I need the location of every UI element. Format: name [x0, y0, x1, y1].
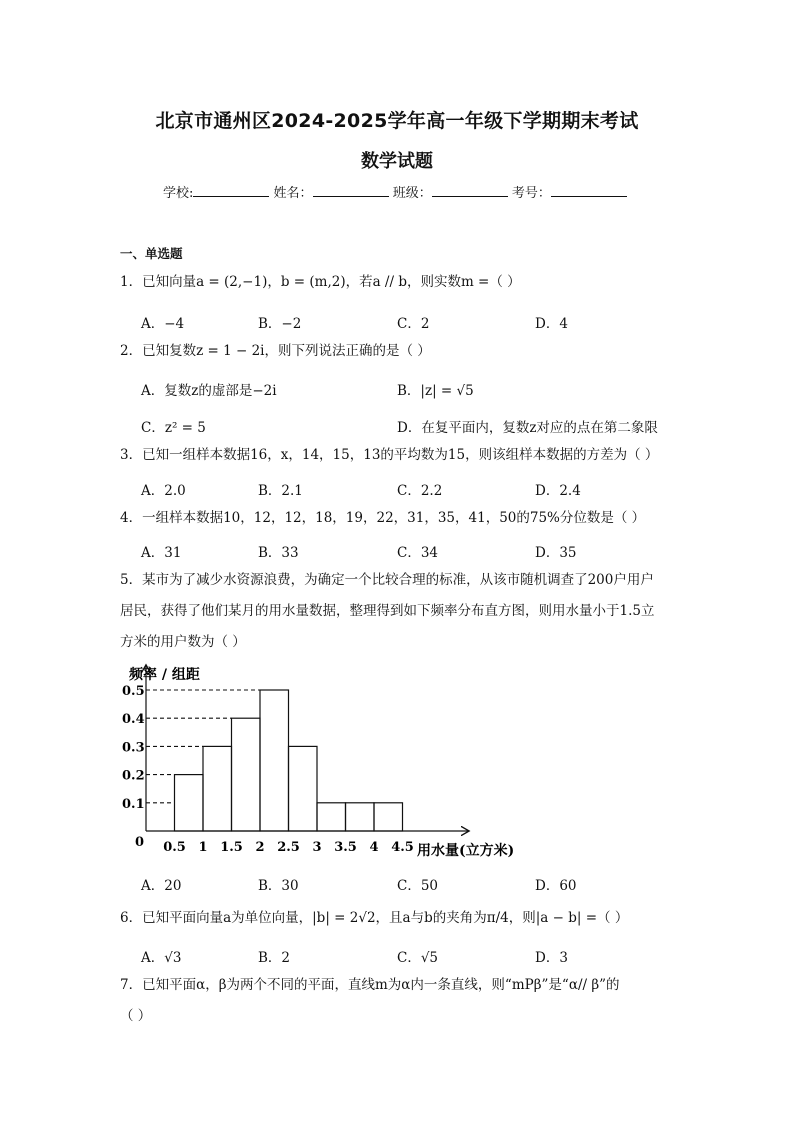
- q2-option-c: C．z² = 5: [141, 420, 206, 436]
- y-tick-label: 0.1: [122, 796, 145, 812]
- question-3: 3．已知一组样本数据16，x，14，15，13的平均数为15，则该组样本数据的方差为（ ）: [120, 447, 659, 463]
- x-axis-label: 用水量(立方米): [417, 843, 515, 859]
- x-tick-label: 1.5: [220, 840, 243, 855]
- question-7-line-1: 7．已知平面α，β为两个不同的平面，直线m为α内一条直线，则“mPβ”是“α// β”的: [120, 977, 620, 993]
- y-axis-label: 频率 / 组距: [129, 667, 200, 683]
- question-2: 2．已知复数z = 1 − 2i，则下列说法正确的是（ ）: [120, 343, 431, 359]
- exam-subtitle: 数学试题: [361, 151, 433, 172]
- x-tick-label: 4: [369, 840, 379, 855]
- q3-option-b: B．2.1: [258, 483, 303, 499]
- field-class: 班级：: [392, 186, 432, 201]
- x-tick-label: 1: [198, 840, 208, 855]
- q1-option-b: B．−2: [258, 316, 302, 332]
- q6-option-a: A．√3: [141, 950, 182, 966]
- info-fields: [163, 182, 627, 201]
- q5-option-a: A．20: [141, 878, 182, 894]
- q2-option-d: D．在复平面内，复数z对应的点在第二象限: [397, 420, 658, 436]
- question-5-line-1: 5．某市为了减少水资源浪费，为确定一个比较合理的标准，从该市随机调查了200户用户: [120, 572, 654, 588]
- x-tick-label: 0.5: [163, 840, 186, 855]
- q3-option-c: C．2.2: [397, 483, 443, 499]
- exam-title: 北京市通州区2024-2025学年高一年级下学期期末考试: [155, 110, 639, 132]
- x-tick-label: 4.5: [391, 840, 414, 855]
- q3-option-a: A．2.0: [141, 483, 186, 499]
- q6-option-c: C．√5: [397, 950, 439, 966]
- x-tick-label: 2.5: [277, 840, 300, 855]
- field-id: 考号：: [511, 186, 551, 201]
- histogram-bar: [289, 746, 318, 831]
- question-7-line-2: （ ）: [120, 1008, 152, 1024]
- question-1: 1．已知向量a = (2,−1)，b = (m,2)，若a // b，则实数m =（ ）: [120, 274, 521, 290]
- field-name: 姓名：: [273, 186, 313, 201]
- histogram-chart: [110, 660, 515, 870]
- histogram-bar: [232, 718, 261, 831]
- q5-option-c: C．50: [397, 878, 439, 894]
- x-tick-label: 3: [312, 840, 322, 855]
- q4-option-b: B．33: [258, 545, 299, 561]
- q6-option-d: D．3: [535, 950, 568, 966]
- x-tick-label: 3.5: [334, 840, 357, 855]
- x-tick-label: 2: [255, 840, 265, 855]
- q1-option-d: D．4: [535, 316, 568, 332]
- question-4: 4．一组样本数据10，12，12，18，19，22，31，35，41，50的75%分位数是（ ）: [120, 510, 646, 526]
- histogram-bar: [260, 690, 289, 831]
- histogram-bar: [317, 803, 346, 831]
- q4-option-c: C．34: [397, 545, 439, 561]
- q5-option-b: B．30: [258, 878, 299, 894]
- y-tick-label: 0.2: [122, 768, 145, 784]
- origin-label: 0: [135, 835, 145, 850]
- y-tick-label: 0.3: [122, 740, 145, 756]
- q3-option-d: D．2.4: [535, 483, 581, 499]
- y-tick-label: 0.5: [122, 684, 145, 699]
- q5-option-d: D．60: [535, 878, 577, 894]
- question-5-line-3: 方米的用户数为（ ）: [120, 634, 246, 650]
- q4-option-a: A．31: [141, 545, 182, 561]
- histogram-bar: [346, 803, 375, 831]
- q2-option-b: B．|z| = √5: [397, 383, 474, 399]
- q6-option-b: B．2: [258, 950, 291, 966]
- q1-option-c: C．2: [397, 316, 430, 332]
- q2-option-a: A．复数z的虚部是−2i: [141, 383, 277, 399]
- q1-option-a: A．−4: [141, 316, 185, 332]
- field-school: 学校:: [163, 186, 194, 201]
- histogram-bar: [203, 746, 232, 831]
- question-6: 6．已知平面向量a为单位向量，|b| = 2√2，且a与b的夹角为π/4，则|a − b| =（ ）: [120, 910, 629, 926]
- histogram-bar: [374, 803, 403, 831]
- question-5-line-2: 居民，获得了他们某月的用水量数据，整理得到如下频率分布直方图，则用水量小于1.5立: [120, 603, 655, 619]
- histogram-bar: [175, 775, 204, 831]
- q4-option-d: D．35: [535, 545, 577, 561]
- section-heading: 一、单选题: [120, 246, 183, 261]
- y-tick-label: 0.4: [122, 712, 145, 728]
